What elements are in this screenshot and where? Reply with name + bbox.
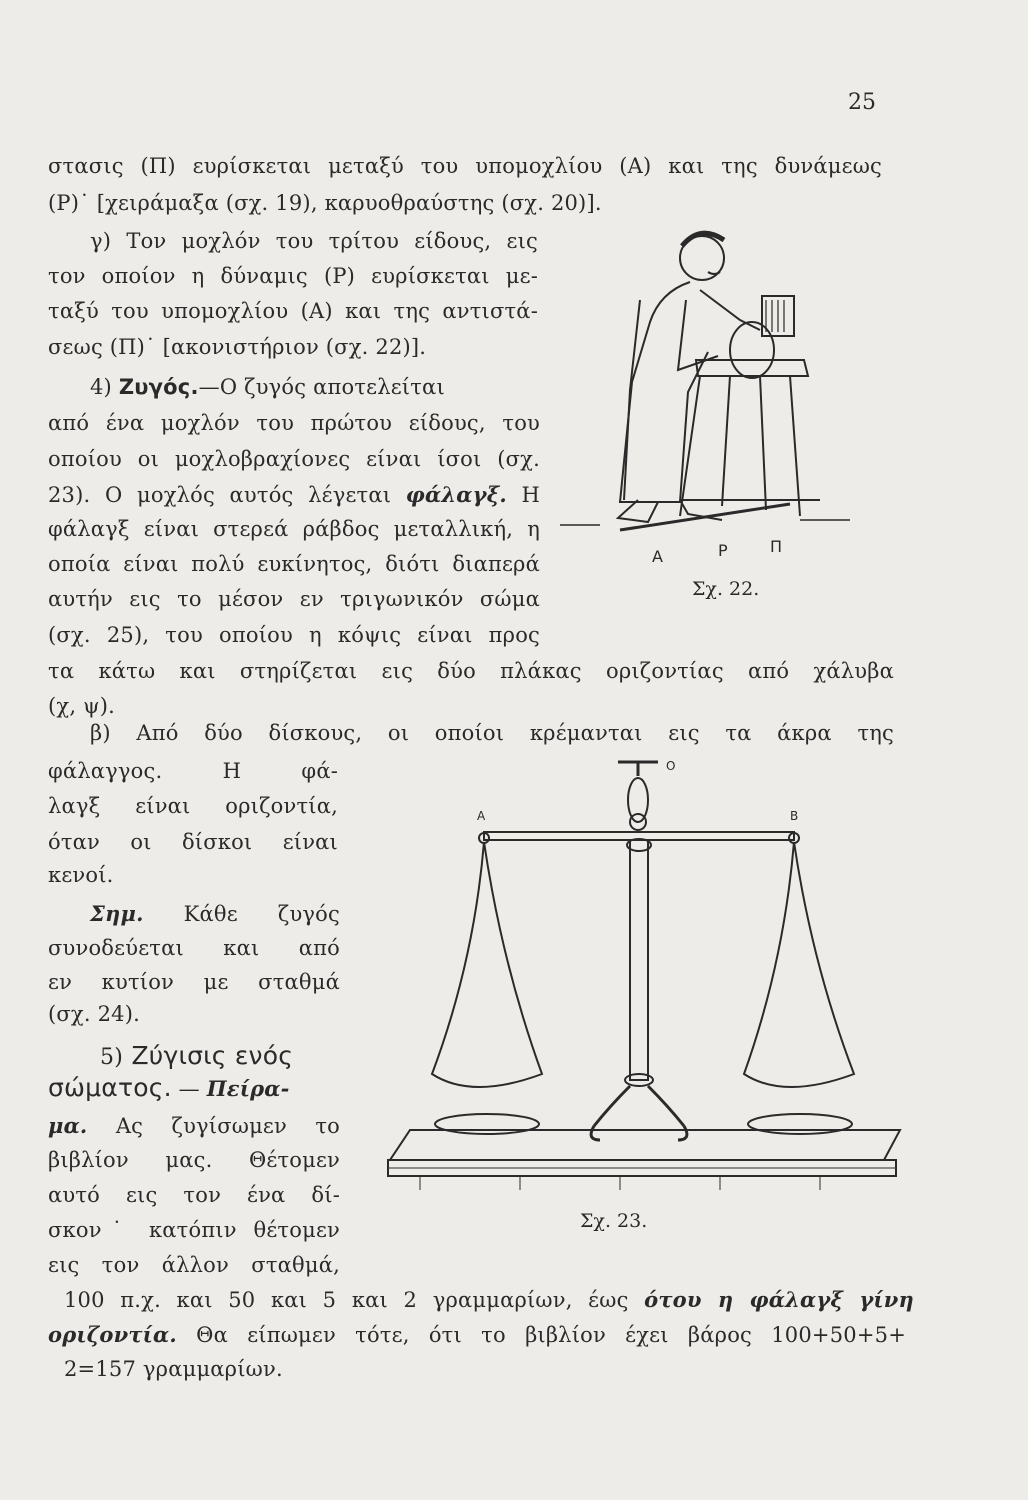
text-span: 23). Ο μοχλός αυτός λέγεται (48, 483, 392, 507)
text-line: β) Από δύο δίσκους, οι οποίοι κρέμανται εις τα άκρα της (90, 721, 894, 745)
emphasis-text: οριζοντία. (48, 1322, 177, 1347)
section-heading: Ζύγισις ενός (131, 1041, 294, 1070)
fig22-label-a: Α (652, 547, 663, 566)
emphasis-text: ότου η φάλαγξ γίνη (644, 1287, 914, 1312)
experiment-label: μα. (48, 1113, 88, 1138)
page-number: 25 (848, 90, 876, 115)
text-line: από ένα μοχλόν του πρώτου είδους, του (48, 411, 540, 435)
fig22-label-p: Ρ (718, 541, 728, 560)
text-line: κενοί. (48, 863, 114, 887)
section-heading: σώματος. (48, 1073, 172, 1102)
text-span: —Ο ζυγός αποτελείται (198, 375, 445, 399)
section-heading: Ζυγός. (118, 375, 199, 399)
text-line: (Ρ)˙ [χειράμαξα (σχ. 19), καρυοθραύστης (σχ. 20)]. (48, 191, 602, 215)
text-span: γ) Τον μοχλόν του τρίτου είδους, εις (90, 229, 538, 253)
text-line: οποία είναι πολύ ευκίνητος, διότι διαπερά (48, 552, 540, 576)
text-line: (χ, ψ). (48, 694, 116, 718)
text-span: Η (521, 483, 540, 507)
text-line: (σχ. 24). (48, 1002, 140, 1026)
text-line: τον οποίον η δύναμις (Ρ) ευρίσκεται με- (48, 264, 538, 288)
text-span: Θα είπωμεν τότε, ότι το βιβλίον έχει βάρος 100+50+5+ (196, 1323, 906, 1347)
figure-22-caption: Σχ. 22. (692, 578, 760, 600)
dash: — (178, 1077, 200, 1101)
text-line: αυτό εις τον ένα δί- (48, 1183, 340, 1207)
fig23-label-a: Α (477, 809, 486, 823)
note-label: Σημ. (90, 901, 144, 926)
text-line: ταξύ του υπομοχλίου (Α) και της αντιστά- (48, 299, 538, 323)
text-line: εις τον άλλον σταθμά, (48, 1253, 340, 1277)
text-line: βιβλίον μας. Θέτομεν (48, 1148, 340, 1172)
text-span: Κάθε ζυγός (183, 902, 340, 926)
text-line: οποίου οι μοχλοβραχίονες είναι ίσοι (σχ. (48, 447, 540, 471)
section-number: 5) (100, 1045, 123, 1070)
text-line: λαγξ είναι οριζοντία, (48, 794, 338, 818)
experiment-label: Πείρα- (206, 1076, 290, 1101)
text-line: αυτήν εις το μέσον εν τριγωνικόν σώμα (48, 587, 540, 611)
figure-23-caption: Σχ. 23. (580, 1210, 648, 1232)
text-line: σεως (Π)˙ [ακονιστήριον (σχ. 22)]. (48, 335, 427, 359)
text-line: σκον˙ κατόπιν θέτομεν (48, 1218, 340, 1242)
fig23-label-o: Ο (666, 759, 676, 773)
text-line: φάλαγγος. Η φά- (48, 759, 338, 783)
text-span: 100 π.χ. και 50 και 5 και 2 γραμμαρίων, έως (64, 1288, 629, 1312)
text-line: συνοδεύεται και από (48, 936, 340, 960)
fig23-label-b: Β (790, 809, 799, 823)
text-line: όταν οι δίσκοι είναι (48, 830, 338, 854)
text-span: Ας ζυγίσωμεν το (115, 1114, 340, 1138)
fig22-label-pi: Π (770, 537, 783, 556)
term-phalanx: φάλαγξ. (405, 482, 507, 507)
section-number: 4) (90, 375, 112, 399)
text-line: στασις (Π) ευρίσκεται μεταξύ του υπομοχλίου (Α) και της δυνάμεως (48, 154, 882, 178)
text-line: εν κυτίον με σταθμά (48, 970, 340, 994)
text-line: (σχ. 25), του οποίου η κόψις είναι προς (48, 623, 540, 647)
text-line: 2=157 γραμμαρίων. (64, 1357, 283, 1381)
text-line: φάλαγξ είναι στερεά ράβδος μεταλλική, η (48, 517, 540, 541)
text-line: τα κάτω και στηρίζεται εις δύο πλάκας οριζοντίας από χάλυβα (48, 659, 894, 683)
